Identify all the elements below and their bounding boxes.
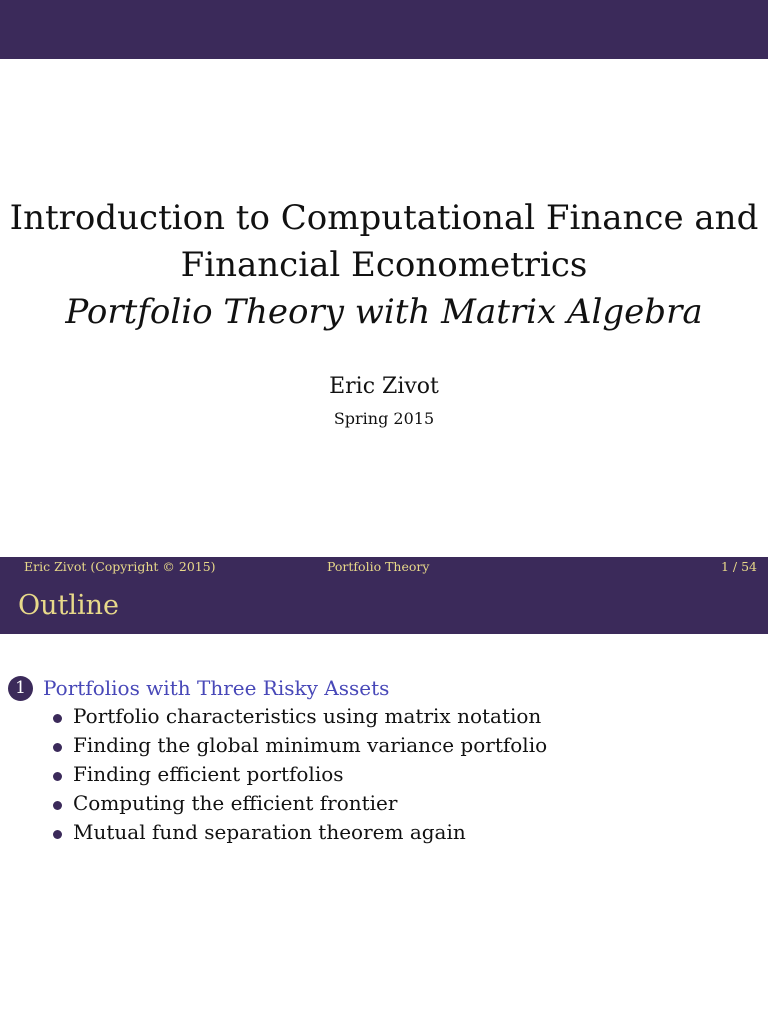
author: Eric Zivot [329, 374, 439, 399]
page-number: 1 / 54 [720, 559, 757, 574]
bullet-icon [53, 830, 62, 839]
subitem-label[interactable]: Portfolio characteristics using matrix notation [73, 704, 542, 728]
subitem-label[interactable]: Computing the efficient frontier [73, 791, 398, 815]
slide-footer [0, 557, 768, 578]
subitem-label[interactable]: Mutual fund separation theorem again [73, 820, 466, 844]
subtitle: Portfolio Theory with Matrix Algebra [65, 292, 703, 332]
bullet-icon [53, 772, 62, 781]
subitem-label[interactable]: Finding efficient portfolios [73, 762, 344, 786]
footer-author: Eric Zivot (Copyright © 2015) [24, 559, 216, 574]
outline [0, 672, 768, 847]
title-line-1: Introduction to Computational Finance and [9, 198, 759, 238]
title-block [0, 195, 768, 336]
frame-title: Outline [18, 590, 120, 621]
title-line-2: Financial Econometrics [180, 245, 588, 285]
slide-header-bar [0, 0, 768, 59]
outline-section[interactable] [0, 672, 768, 702]
subitem-label[interactable]: Finding the global minimum variance portfolio [73, 733, 548, 757]
outline-subitem[interactable] [0, 731, 768, 760]
outline-subitem[interactable] [0, 702, 768, 731]
footer-title: Portfolio Theory [327, 559, 430, 574]
outline-subitem[interactable] [0, 760, 768, 789]
bullet-icon [53, 801, 62, 810]
outline-subitem[interactable] [0, 818, 768, 847]
bullet-icon [53, 743, 62, 752]
frame-header [0, 578, 768, 634]
outline-subitem[interactable] [0, 789, 768, 818]
section-link[interactable]: Portfolios with Three Risky Assets [43, 676, 390, 700]
date: Spring 2015 [333, 409, 435, 428]
section-number-badge: 1 [8, 676, 33, 701]
bullet-icon [53, 714, 62, 723]
